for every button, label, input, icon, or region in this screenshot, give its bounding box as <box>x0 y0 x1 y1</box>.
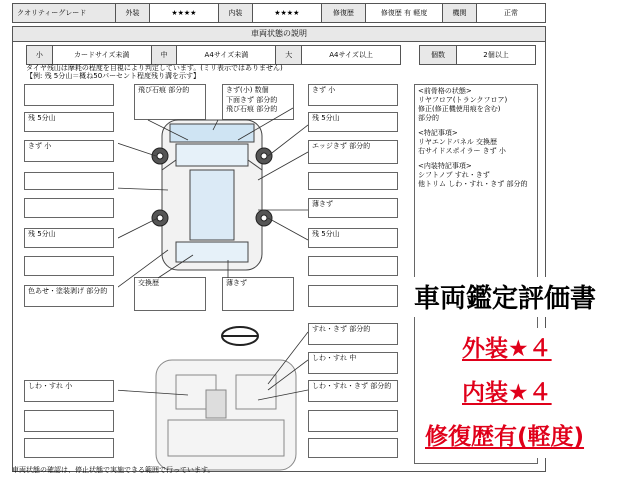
size-large: 大 <box>276 46 302 65</box>
box-empty-1 <box>24 84 114 106</box>
box-left-3 <box>24 228 114 248</box>
size-large-desc: A4サイズ以上 <box>302 46 401 65</box>
repair-label: 修復歴 <box>321 4 365 23</box>
box-int-empty-2 <box>308 410 398 432</box>
note-g: 右サイドスポイラー きず 小 <box>418 147 506 155</box>
interior-label: 内装 <box>218 4 252 23</box>
grade-table <box>12 3 546 23</box>
label-right-2: エッジきず 部分的 <box>312 142 371 150</box>
car-diagram <box>118 100 308 480</box>
size-small-desc: カードサイズ未満 <box>52 46 151 65</box>
label-int-2: しわ・すれ 中 <box>312 354 357 362</box>
box-right-4 <box>308 228 398 248</box>
note-a: <前骨格の状態> <box>418 87 472 95</box>
overlay-exterior: 外装★４ <box>462 336 552 362</box>
note-i: シフトノブ すれ・きず <box>418 171 490 179</box>
label-right-3: 薄きず <box>312 200 333 208</box>
size-medium: 中 <box>151 46 177 65</box>
label-left-1: 残 5分山 <box>28 114 56 122</box>
box-int-1 <box>308 323 398 345</box>
label-top-mid-3: 飛び石痕 部分的 <box>226 105 278 113</box>
box-left-empty-3 <box>24 256 114 276</box>
note-c: 修正(修正機使用痕を含む) <box>418 105 501 113</box>
label-top-left: 飛び石痕 部分的 <box>138 86 190 94</box>
note-d: 部分的 <box>418 114 439 122</box>
label-left-4: 色あせ・塗装剥げ 部分的 <box>28 287 108 295</box>
label-bottom-mid-1: 交換歴 <box>138 279 159 287</box>
car-exterior-outline <box>162 120 262 270</box>
footer-note: 車両状態の確認は、停止状態で実施できる範囲で行っています。 <box>12 466 215 474</box>
count-value: 2個以上 <box>457 46 536 65</box>
box-int-3 <box>24 380 114 402</box>
box-left-empty <box>24 172 114 190</box>
exterior-label: 外装 <box>116 4 150 23</box>
box-top-right <box>308 84 398 106</box>
note-e: <特記事項> <box>418 129 458 137</box>
box-int-2 <box>308 352 398 374</box>
box-right-empty-2 <box>308 256 398 276</box>
tire-note-2: 【例: 残 5分山＝概ね50パーセント程度残り溝を示す】 <box>26 72 201 80</box>
label-top-right: きず 小 <box>312 86 336 94</box>
car-interior-outline <box>156 360 296 470</box>
label-int-3: しわ・すれ 小 <box>28 382 73 390</box>
box-left-4 <box>24 285 114 307</box>
note-h: <内装特記事項> <box>418 162 472 170</box>
size-medium-desc: A4サイズ未満 <box>177 46 276 65</box>
note-j: 他トリム しわ・すれ・きず 部分的 <box>418 180 528 188</box>
note-f: リヤエンドパネル 交換歴 <box>418 138 497 146</box>
box-right-3 <box>308 198 398 218</box>
section-title: 車両状態の説明 <box>13 27 545 42</box>
overlay-interior: 内装★４ <box>462 380 552 406</box>
label-right-4: 残 5分山 <box>312 230 340 238</box>
overlay-heading: 車両鑑定評価書 <box>414 284 597 314</box>
label-top-mid: きず(小) 数個 <box>226 86 269 94</box>
label-left-2: きず 小 <box>28 142 52 150</box>
exterior-stars: ★★★★ <box>149 4 218 23</box>
label-bottom-mid-2: 薄きず <box>226 279 247 287</box>
box-left-2 <box>24 140 114 162</box>
box-right-1 <box>308 112 398 132</box>
interior-stars: ★★★★ <box>252 4 321 23</box>
box-right-empty-3 <box>308 285 398 307</box>
box-int-empty-4 <box>308 438 398 458</box>
engine-value: 正常 <box>477 4 546 23</box>
label-top-mid-2: 下面きず 部分的 <box>226 96 278 104</box>
quality-label: クオリティーグレード <box>13 4 116 23</box>
size-small: 小 <box>27 46 53 65</box>
box-int-empty-1 <box>24 410 114 432</box>
label-right-1: 残 5分山 <box>312 114 340 122</box>
box-right-empty <box>308 172 398 190</box>
box-right-2 <box>308 140 398 164</box>
size-table <box>26 45 536 65</box>
box-left-1 <box>24 112 114 132</box>
tire-note-1: タイヤ残山は摩耗の程度を目視により判定しています。(ミリ表示ではありません) <box>26 64 283 72</box>
steering-wheel-icon <box>222 327 258 345</box>
overlay-repair: 修復歴有(軽度) <box>425 424 585 450</box>
note-b: リヤフロア(トランクフロア) <box>418 96 508 104</box>
engine-label: 機関 <box>443 4 477 23</box>
label-int-4: しわ・すれ・きず 部分的 <box>312 382 392 390</box>
box-left-empty-2 <box>24 198 114 218</box>
box-int-empty-3 <box>24 438 114 458</box>
label-left-3: 残 5分山 <box>28 230 56 238</box>
repair-value: 修復歴 有 軽度 <box>366 4 443 23</box>
box-int-4 <box>308 380 398 402</box>
label-int-1: すれ・きず 部分的 <box>312 325 371 333</box>
count-label: 個数 <box>420 46 457 65</box>
